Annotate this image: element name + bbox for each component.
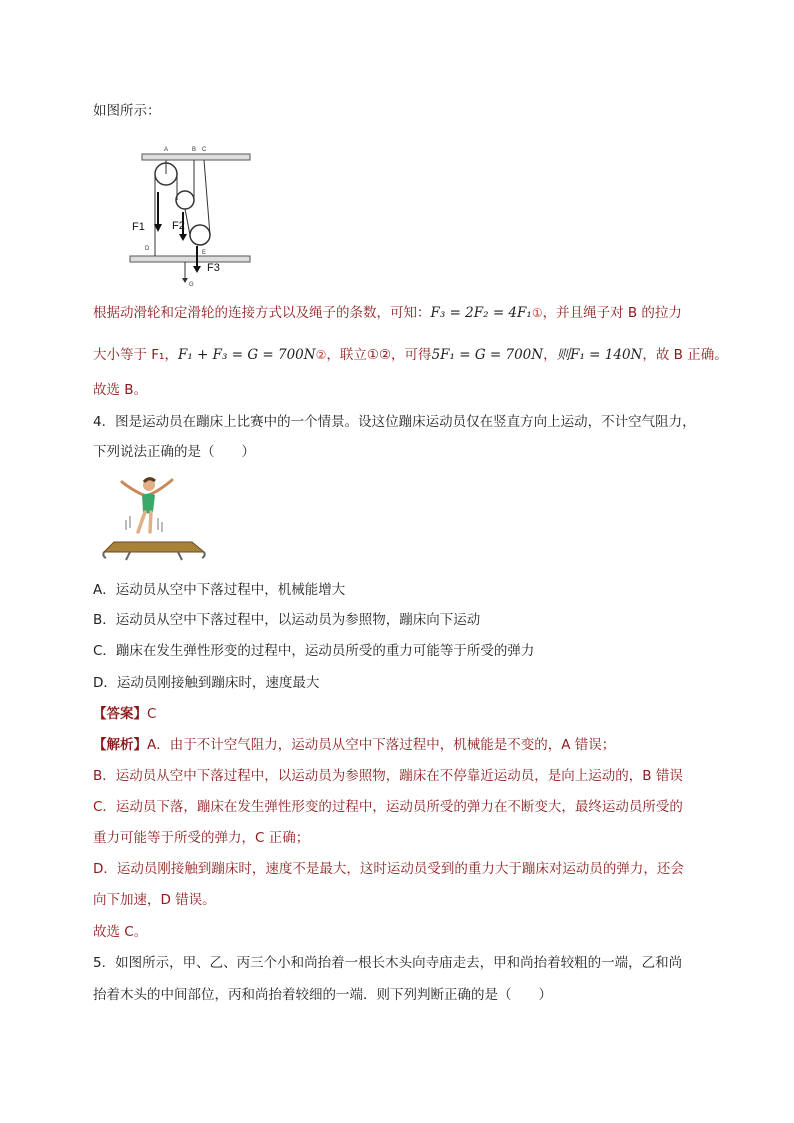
- q4-stem-line2: 下列说法正确的是（ ）: [93, 444, 255, 460]
- q4-stem-line1: 4．图是运动员在蹦床上比赛中的一个情景。设这位蹦床运动员仅在竖直方向上运动，不计空气阻力，: [93, 414, 696, 430]
- q4-analysis-line3: C．运动员下落，蹦床在发生弹性形变的过程中，运动员所受的弹力在不断变大，最终运动员所受的: [93, 799, 683, 815]
- label-f1: F1: [132, 221, 145, 233]
- q4-analysis-line2: B．运动员从空中下落过程中，以运动员为参照物，蹦床在不停靠近运动员，是向上运动的，B 错误: [93, 768, 683, 784]
- q4-conclusion: 故选 C。: [93, 924, 148, 940]
- label-a: A: [164, 147, 169, 153]
- q4-option-c: C．蹦床在发生弹性形变的过程中，运动员所受的重力可能等于所受的弹力: [93, 643, 535, 659]
- q3-conclusion: 故选 B。: [93, 382, 148, 398]
- q4-option-a: A．运动员从空中下落过程中，机械能增大: [93, 582, 346, 598]
- trampoline-figure: [100, 468, 210, 563]
- q3-analysis-line1: 根据动滑轮和定滑轮的连接方式以及绳子的条数，可知：F₃ = 2F₂ = 4F₁①，并且绳子对 B 的拉力: [93, 305, 682, 321]
- q5-stem-line1: 5．如图所示，甲、乙、丙三个小和尚抬着一根长木头向寺庙走去，甲和尚抬着较粗的一端，乙和尚: [93, 955, 683, 971]
- q4-option-b: B．运动员从空中下落过程中，以运动员为参照物，蹦床向下运动: [93, 612, 481, 628]
- pulley-diagram: [120, 140, 260, 290]
- label-f3: F3: [207, 262, 220, 274]
- pulley-e: [190, 225, 210, 245]
- athlete-body: [142, 494, 155, 514]
- label-e: E: [202, 250, 207, 256]
- q4-analysis-line6: 向下加速，D 错误。: [93, 892, 216, 908]
- trampoline-bed: [104, 542, 204, 552]
- q3-analysis-line2: 大小等于 F₁，F₁ + F₃ = G = 700N②，联立①②，可得5F₁ = G = 700N，则F₁ = 140N，故 B 正确。: [93, 347, 728, 363]
- q4-analysis-line4: 重力可能等于所受的弹力，C 正确；: [93, 830, 310, 846]
- label-d: D: [145, 246, 150, 252]
- pulley-middle: [176, 191, 194, 209]
- label-b: B: [192, 147, 197, 153]
- label-f2: F2: [172, 220, 185, 232]
- label-c: C: [202, 147, 207, 153]
- q4-analysis-line5: D．运动员刚接触到蹦床时，速度不是最大，这时运动员受到的重力大于蹦床对运动员的弹力，还会: [93, 861, 684, 877]
- q4-answer: 【答案】C: [93, 706, 157, 722]
- ceiling-bar: [142, 154, 250, 160]
- q4-analysis-line1: 【解析】A．由于不计空气阻力，运动员从空中下落过程中，机械能是不变的，A 错误；: [93, 737, 616, 753]
- intro-text: 如图所示：: [93, 103, 161, 119]
- q5-stem-line2: 抬着木头的中间部位，丙和尚抬着较细的一端．则下列判断正确的是（ ）: [93, 987, 552, 1003]
- label-g: G: [189, 282, 194, 288]
- floor-bar: [130, 256, 250, 262]
- q4-option-d: D．运动员刚接触到蹦床时，速度最大: [93, 675, 320, 691]
